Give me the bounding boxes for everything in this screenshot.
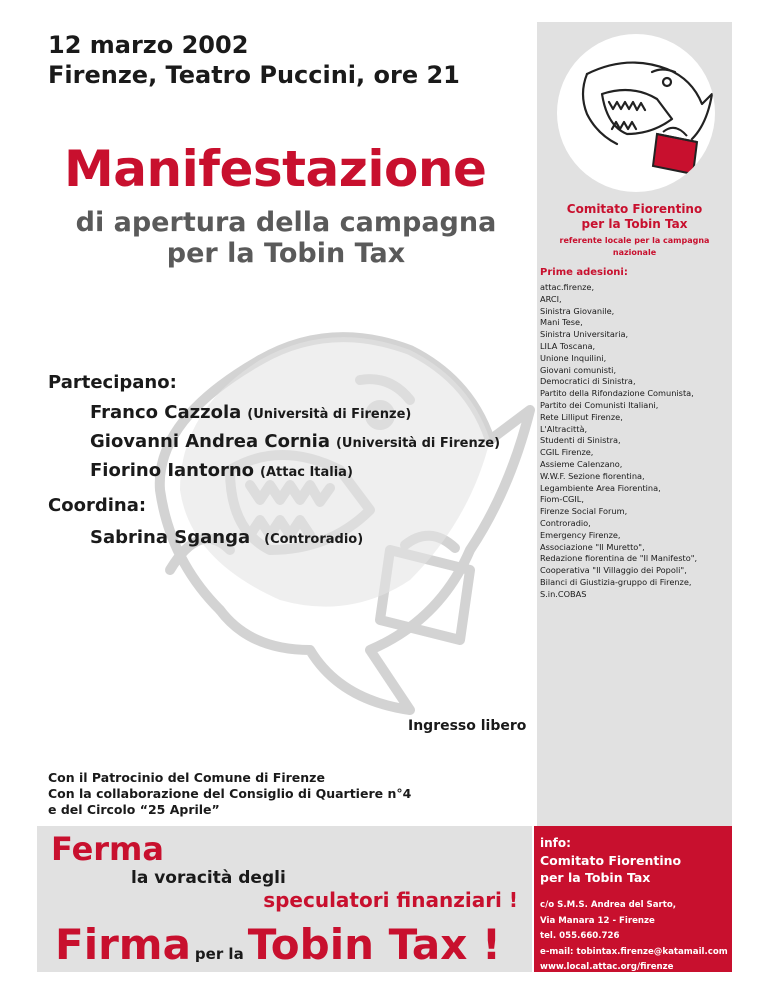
info-org-line-2: per la Tobin Tax (540, 870, 651, 885)
adhesion-item: Bilanci di Giustizia-gruppo di Firenze, (540, 576, 692, 587)
participant-name: Fiorino Iantorno (90, 460, 255, 481)
slogan-tobin: Tobin Tax ! (247, 920, 502, 969)
participant-name: Franco Cazzola (90, 402, 242, 423)
slogan-panel (37, 826, 532, 972)
committee-name (537, 202, 732, 259)
adhesion-item: Associazione "Il Muretto", (540, 541, 645, 552)
info-email[interactable]: e-mail: tobintax.firenze@katamail.com (540, 946, 728, 957)
info-org-line-1: Comitato Fiorentino (540, 853, 682, 868)
adhesion-item: L'Altracittà, (540, 423, 588, 434)
adhesion-item: Partito dei Comunisti Italiani, (540, 399, 659, 410)
adhesion-item: Studenti di Sinistra, (540, 435, 621, 446)
participant-item (90, 431, 500, 452)
adhesion-item: Cooperativa "Il Villaggio dei Popoli", (540, 565, 687, 576)
info-phone: tel. 055.660.726 (540, 931, 620, 941)
adhesion-item: Controradio, (540, 517, 591, 528)
info-org (540, 852, 681, 886)
adhesion-item: Democratici di Sinistra, (540, 376, 636, 387)
moderator-name: Sabrina Sganga (90, 527, 251, 548)
adhesion-item: Assieme Calenzano, (540, 458, 623, 469)
event-date: 12 marzo 2002 (48, 31, 249, 59)
info-website[interactable]: www.local.attac.org/firenze (540, 962, 674, 972)
participants-label: Partecipano: (48, 372, 177, 393)
slogan-voracita: la voracità degli (131, 868, 286, 888)
info-panel (534, 826, 732, 972)
info-address: c/o S.M.S. Andrea del Sarto, (540, 900, 677, 910)
info-title: info: (540, 836, 571, 850)
patronage-line: Con la collaborazione del Consiglio di Quartiere n°4 (48, 786, 412, 801)
adhesion-item: Rete Lilliput Firenze, (540, 411, 623, 422)
subtitle-line-2: per la Tobin Tax (166, 238, 406, 269)
info-contacts (540, 898, 728, 976)
info-street: Via Manara 12 - Firenze (540, 915, 655, 926)
participant-name: Giovanni Andrea Cornia (90, 431, 330, 452)
participant-item (90, 402, 411, 423)
shark-eating-money-bag-icon (557, 34, 715, 192)
entry-note: Ingresso libero (408, 718, 527, 734)
adhesions-list (540, 282, 697, 601)
adhesion-item: S.in.COBAS (540, 588, 587, 599)
moderator-affiliation: (Controradio) (264, 532, 364, 547)
main-title: Manifestazione (64, 140, 487, 198)
adhesions-title: Prime adesioni: (540, 267, 628, 278)
logo (557, 34, 715, 192)
subtitle-line-1: di apertura della campagna (75, 207, 497, 238)
participant-item (90, 460, 353, 481)
adhesion-item: Fiom-CGIL, (540, 494, 584, 505)
participant-affiliation: (Università di Firenze) (247, 407, 412, 422)
adhesion-item: ARCI, (540, 293, 562, 304)
patronage-line: Con il Patrocinio del Comune di Firenze (48, 770, 325, 785)
event-place: Firenze, Teatro Puccini, ore 21 (48, 61, 460, 89)
adhesion-item: Firenze Social Forum, (540, 506, 628, 517)
slogan-speculatori: speculatori finanziari ! (263, 888, 518, 912)
slogan-firma-line (55, 920, 501, 969)
adhesion-item: Emergency Firenze, (540, 529, 621, 540)
adhesion-item: CGIL Firenze, (540, 447, 594, 458)
slogan-per-la: per la (194, 945, 244, 963)
adhesion-item: Legambiente Area Fiorentina, (540, 482, 661, 493)
patronage-line: e del Circolo “25 Aprile” (48, 802, 220, 817)
moderator-item (90, 527, 363, 548)
adhesion-item: attac.firenze, (540, 282, 595, 292)
event-date-place (48, 30, 460, 90)
adhesion-item: LILA Toscana, (540, 340, 596, 351)
adhesion-item: Unione Inquilini, (540, 352, 607, 363)
participant-affiliation: (Università di Firenze) (335, 436, 501, 451)
committee-line-2: per la Tobin Tax (581, 217, 688, 231)
adhesion-item: Mani Tese, (540, 317, 583, 328)
sidebar-panel (537, 22, 732, 826)
committee-subtitle: referente locale per la campagna nazionale (559, 236, 710, 257)
moderator-label: Coordina: (48, 495, 147, 516)
slogan-firma: Firma (55, 920, 191, 969)
adhesion-item: Sinistra Giovanile, (540, 305, 615, 316)
patronage-block (48, 770, 411, 818)
committee-line-1: Comitato Fiorentino (566, 202, 703, 216)
subtitle (56, 207, 516, 269)
adhesion-item: Partito della Rifondazione Comunista, (540, 388, 694, 399)
adhesion-item: Sinistra Universitaria, (540, 329, 629, 340)
participant-affiliation: (Attac Italia) (260, 465, 353, 480)
adhesion-item: Giovani comunisti, (540, 364, 617, 375)
adhesion-item: W.W.F. Sezione fiorentina, (540, 470, 645, 481)
adhesion-item: Redazione fiorentina de "Il Manifesto", (540, 553, 698, 564)
slogan-ferma: Ferma (51, 830, 164, 868)
